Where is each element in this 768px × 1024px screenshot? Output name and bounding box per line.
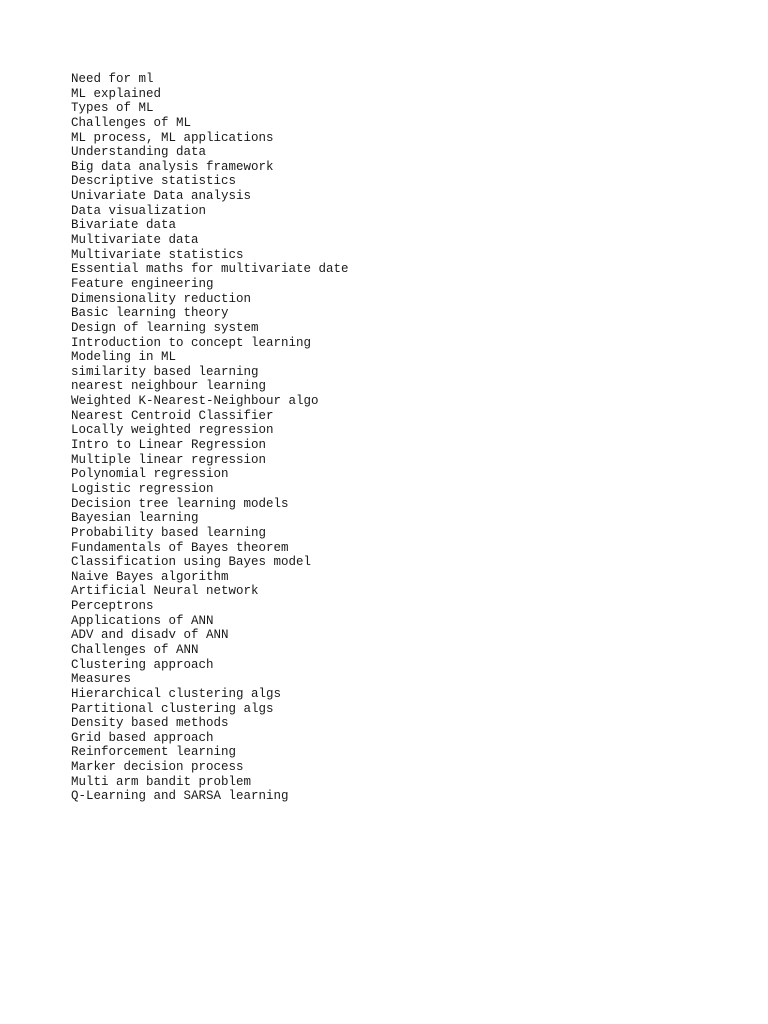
topic-line: Q-Learning and SARSA learning (71, 789, 289, 804)
topic-line: Bayesian learning (71, 511, 199, 526)
topic-line: Locally weighted regression (71, 423, 274, 438)
topic-line: Classification using Bayes model (71, 555, 312, 570)
topic-line: similarity based learning (71, 364, 259, 379)
topic-line: Understanding data (71, 145, 207, 160)
topic-line: Artificial Neural network (71, 584, 259, 599)
topic-line: Descriptive statistics (71, 174, 237, 189)
topic-line: Types of ML (71, 101, 154, 116)
topic-line: Density based methods (71, 716, 229, 731)
topic-line: ADV and disadv of ANN (71, 628, 229, 643)
topic-line: Multivariate statistics (71, 247, 244, 262)
topic-line: Univariate Data analysis (71, 189, 252, 204)
topic-line: Reinforcement learning (71, 745, 237, 760)
topic-line: Naive Bayes algorithm (71, 569, 229, 584)
topic-line: Essential maths for multivariate date (71, 262, 349, 277)
topic-line: Applications of ANN (71, 613, 214, 628)
topic-line: Multiple linear regression (71, 452, 267, 467)
topic-line: Nearest Centroid Classifier (71, 408, 274, 423)
topic-line: Dimensionality reduction (71, 291, 252, 306)
topic-line: ML process, ML applications (71, 130, 274, 145)
topic-line: Multi arm bandit problem (71, 774, 252, 789)
topic-line: Logistic regression (71, 481, 214, 496)
topic-line: Grid based approach (71, 730, 214, 745)
topic-line: Modeling in ML (71, 350, 177, 365)
topic-line: ML explained (71, 86, 162, 101)
topic-line: Intro to Linear Regression (71, 438, 267, 453)
topic-line: nearest neighbour learning (71, 379, 267, 394)
topic-line: Design of learning system (71, 320, 259, 335)
topic-line: Polynomial regression (71, 467, 229, 482)
topic-line: Hierarchical clustering algs (71, 686, 282, 701)
topic-line: Measures (71, 672, 132, 687)
topic-line: Data visualization (71, 203, 207, 218)
topic-line: Challenges of ML (71, 115, 192, 130)
topic-line: Probability based learning (71, 525, 267, 540)
topic-line: Big data analysis framework (71, 159, 274, 174)
topic-line: Feature engineering (71, 276, 214, 291)
topic-line: Perceptrons (71, 599, 154, 614)
topic-line: Introduction to concept learning (71, 335, 312, 350)
topic-line: Clustering approach (71, 657, 214, 672)
topic-line: Need for ml (71, 72, 154, 86)
topic-line: Fundamentals of Bayes theorem (71, 540, 289, 555)
topic-line: Multivariate data (71, 233, 199, 248)
topic-line: Bivariate data (71, 218, 177, 233)
topic-line: Decision tree learning models (71, 496, 289, 511)
topic-line: Basic learning theory (71, 306, 229, 321)
topic-line: Marker decision process (71, 760, 244, 775)
topic-list (71, 72, 349, 804)
topic-line: Challenges of ANN (71, 642, 199, 657)
topic-line: Weighted K-Nearest-Neighbour algo (71, 394, 319, 409)
topic-line: Partitional clustering algs (71, 701, 274, 716)
